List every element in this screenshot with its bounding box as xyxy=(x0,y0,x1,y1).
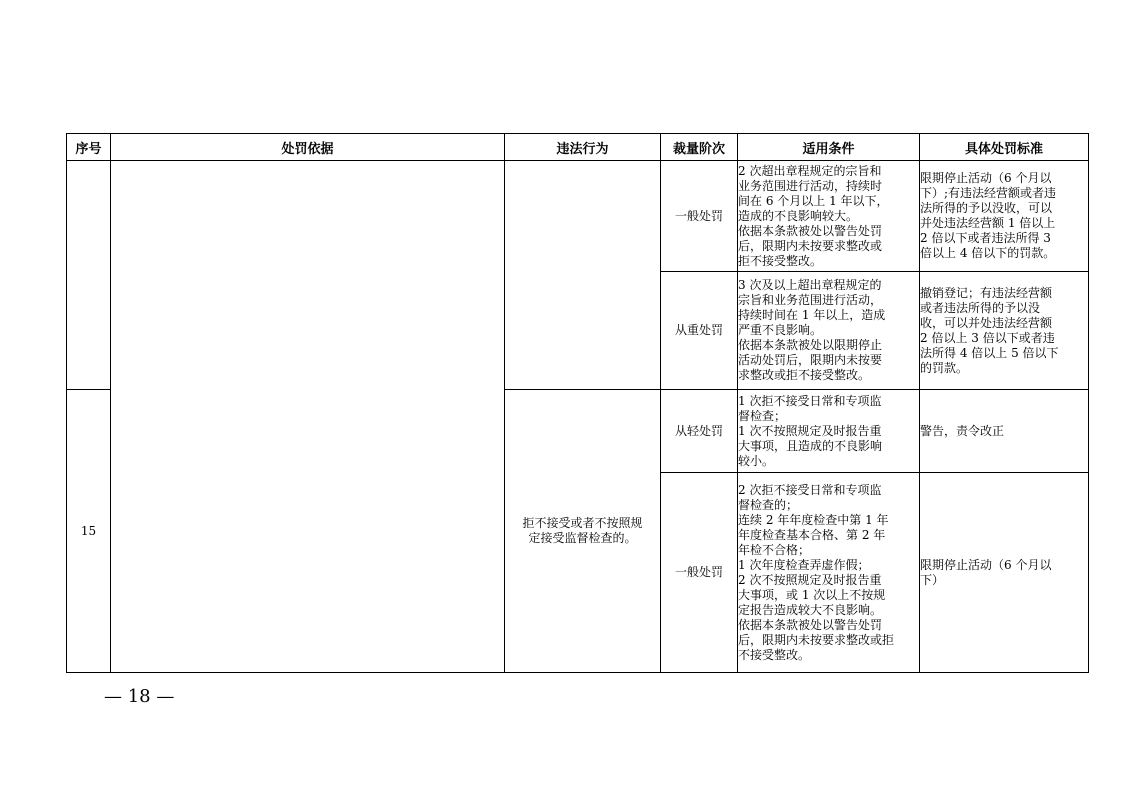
condition-cell: 1 次拒不接受日常和专项监 督检查； 1 次不按照规定及时报告重 大事项，且造成的不良影响 较小。 xyxy=(738,390,920,473)
header-level: 裁量阶次 xyxy=(661,134,738,161)
standard-cell: 撤销登记；有违法经营额 或者违法所得的予以没 收，可以并处违法经营额 2 倍以上 3 倍以下或者违 法所得 4 倍以上 5 倍以下 的罚款。 xyxy=(920,272,1089,390)
violation-cell-continued xyxy=(505,161,661,390)
header-standard: 具体处罚标准 xyxy=(920,134,1089,161)
serial-cell: 15 xyxy=(67,390,111,673)
level-cell: 从重处罚 xyxy=(661,272,738,390)
condition-cell: 2 次拒不接受日常和专项监 督检查的； 连续 2 年年度检查中第 1 年 年度检查基本合格、第 2 年 年检不合格； 1 次年度检查弄虚作假； 2 次不按照规定及时报告重 大事项，或 1 次以上不按规 定报告造成较大不良影响。 依据本条款被处以警告处罚 后，限期内未按要求整改或拒 不接受整改。 xyxy=(738,473,920,673)
header-serial: 序号 xyxy=(67,134,111,161)
penalty-table xyxy=(66,133,1089,673)
header-legal-basis: 处罚依据 xyxy=(111,134,505,161)
level-cell: 从轻处罚 xyxy=(661,390,738,473)
standard-cell: 限期停止活动（6 个月以 下）;有违法经营额或者违 法所得的予以没收，可以 并处违法经营额 1 倍以上 2 倍以下或者违法所得 3 倍以上 4 倍以下的罚款。 xyxy=(920,161,1089,272)
legal-basis-cell xyxy=(111,161,505,673)
header-violation: 违法行为 xyxy=(505,134,661,161)
header-condition: 适用条件 xyxy=(738,134,920,161)
condition-cell: 3 次及以上超出章程规定的 宗旨和业务范围进行活动， 持续时间在 1 年以上，造成 严重不良影响。 依据本条款被处以限期停止 活动处罚后，限期内未按要 求整改或拒不接受整改。 xyxy=(738,272,920,390)
level-cell: 一般处罚 xyxy=(661,473,738,673)
standard-cell: 限期停止活动（6 个月以 下） xyxy=(920,473,1089,673)
condition-cell: 2 次超出章程规定的宗旨和 业务范围进行活动，持续时 间在 6 个月以上 1 年以下， 造成的不良影响较大。 依据本条款被处以警告处罚 后，限期内未按要求整改或 拒不接受整改。 xyxy=(738,161,920,272)
level-cell: 一般处罚 xyxy=(661,161,738,272)
serial-cell-continued xyxy=(67,161,111,390)
standard-cell: 警告，责令改正 xyxy=(920,390,1089,473)
table-row xyxy=(67,161,1089,272)
table-header-row xyxy=(67,134,1089,161)
violation-cell: 拒不接受或者不按照规 定接受监督检查的。 xyxy=(505,390,661,673)
page-number: — 18 — xyxy=(104,686,175,707)
